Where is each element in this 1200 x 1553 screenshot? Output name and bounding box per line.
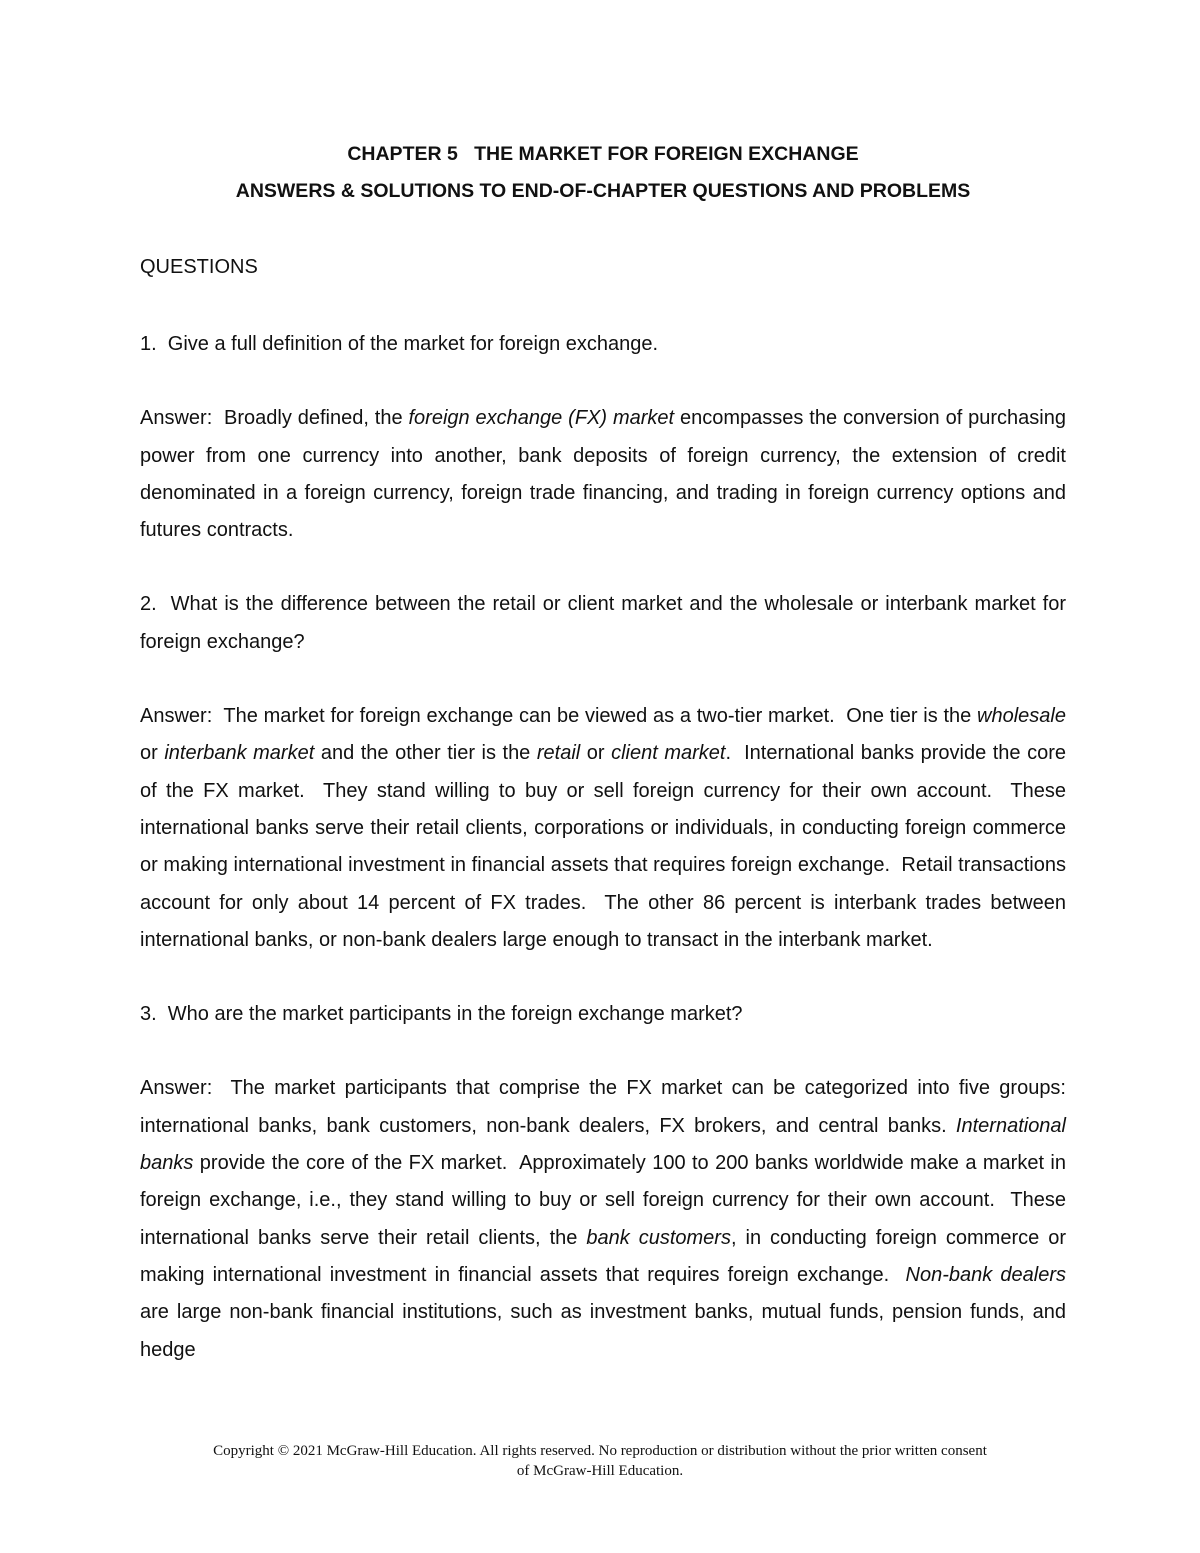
answer-1-rest: encompasses the conversion of purchasing power from one currency into another, bank deposits of foreign currency, the extension of credit denominated in a foreign currency, foreign trade financing, and trading in foreign currency options and futures contracts. [140, 407, 1072, 542]
page-content [140, 140, 1078, 1369]
answer-3-term-bank-customers: bank customers [586, 1226, 731, 1249]
answer-2-term-wholesale: wholesale [977, 705, 1066, 728]
copyright-footer [120, 1441, 1080, 1481]
answer-1-prefix: Answer: Broadly defined, the [140, 407, 409, 430]
answer-3-term-non-bank-dealers: Non-bank dealers [905, 1263, 1066, 1286]
copyright-line-1: Copyright © 2021 McGraw-Hill Education. All rights reserved. No reproduction or distribution without the prior written consent [213, 1443, 987, 1459]
answer-3-part3: , in conducting foreign commerce or making international investment in financial assets that requires foreign exchange. [140, 1226, 1072, 1286]
answer-2-part4: or [580, 742, 612, 765]
answer-2-term-client: client market [611, 742, 726, 765]
answer-3-part2: provide the core of the FX market. Approximately 100 to 200 banks worldwide make a market in foreign exchange, i.e., they stand willing to buy or sell foreign currency for their own account. These international banks serve their retail clients, the [140, 1152, 1072, 1249]
answer-2-term-retail: retail [536, 742, 581, 765]
answer-1-term: foreign exchange (FX) market [408, 407, 675, 430]
question-2: 2. What is the difference between the retail or client market and the wholesale or interbank market for foreign exchange? [140, 593, 1072, 653]
answer-1 [140, 400, 1072, 549]
answer-3-term-international-banks: International banks [140, 1114, 1072, 1175]
section-label-questions: QUESTIONS [140, 256, 258, 278]
answer-3-part4: are large non-bank financial institutions, such as investment banks, mutual funds, pension funds, and hedge [140, 1263, 1072, 1361]
answer-2-part3: and the other tier is the [314, 742, 537, 765]
answer-2-part5: . International banks provide the core of the FX market. They stand willing to buy or sell foreign currency for their own account. These international banks serve their retail clients, corporations or individuals, in conducting foreign commerce or making international investment in financial assets that requires foreign exchange. Retail transactions account for only about 14 percent of FX trades. The other 86 percent is interbank trades between international banks, or non-bank dealers large enough to transact in the interbank market. [140, 742, 1072, 951]
answer-2 [140, 698, 1072, 959]
answer-3-part1: Answer: The market participants that comprise the FX market can be categorized into five groups: international banks, bank customers, non-bank dealers, FX brokers, and central banks. [140, 1077, 1078, 1137]
question-1: 1. Give a full definition of the market for foreign exchange. [140, 333, 659, 355]
chapter-title: CHAPTER 5 THE MARKET FOR FOREIGN EXCHANGE [347, 143, 859, 165]
copyright-line-2: of McGraw-Hill Education. [516, 1463, 684, 1479]
answer-2-term-interbank: interbank market [164, 742, 315, 765]
answer-2-part2: or [140, 705, 1072, 765]
question-3: 3. Who are the market participants in the foreign exchange market? [140, 1003, 743, 1026]
answer-2-part1: Answer: The market for foreign exchange can be viewed as a two-tier market. One tier is the [140, 705, 978, 728]
chapter-subtitle: ANSWERS & SOLUTIONS TO END-OF-CHAPTER QUESTIONS AND PROBLEMS [235, 180, 971, 202]
answer-3 [140, 1070, 1078, 1368]
